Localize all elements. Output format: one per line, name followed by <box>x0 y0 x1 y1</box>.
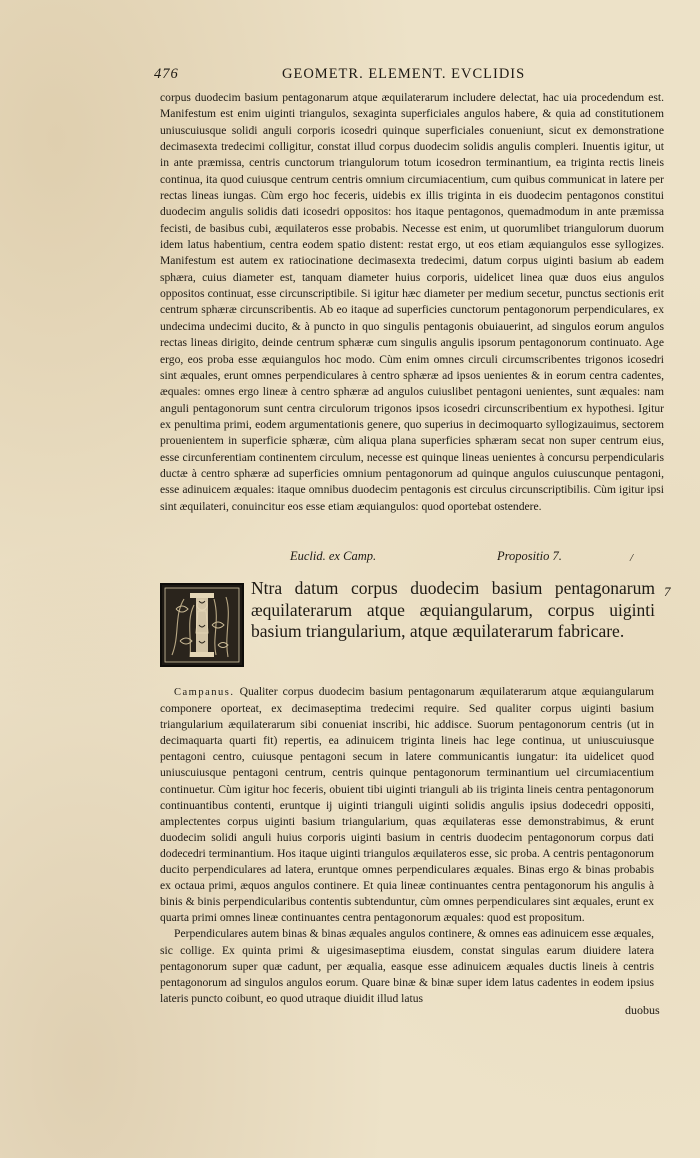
decorated-initial <box>160 583 244 667</box>
body-text-top <box>160 90 664 515</box>
page-header <box>154 66 654 86</box>
decorated-initial-image <box>162 585 242 665</box>
campanus-label: Campanus. <box>174 687 235 698</box>
proposition-statement <box>251 578 655 643</box>
campanus-text-1: Qualiter corpus duodecim basium pentagonarum æquilaterarum atque æquiangularum componere oporteat, ex decimaseptima tredecimi require. Sed qualiter corpus uiginti basium triangularium æquilaterarum sibi conueniat inscribi, hic addisce. Suorum pentagonorum centris (ut in decimaquarta quarti fit) repertis, ea adinuicem triginta lineis hac lege continua, ut uniuscuiusque pentagoni centro, cuiusque pentagoni secum in latere communicantis iungatur: ita uidelicet quod uniuscuiusque pentagoni centrum, centris quinque pentagonorum terminantium uel circumiacentium continuetur. Cùm igitur hoc feceris, obuient tibi uiginti trianguli ab iis triginta lineis centra pentagonorum continuantibus contenti, eruntque ij uiginti trianguli uiginti solidis angulis ipsius dodecedri oppositi, amplectentes corpus uiginti basium triangularium, quas æquilateras esse demonstrabimus, & erunt duodecim solidi anguli huius corporis uiginti basium in centris duodecim pentagonorum corpus dati dodecedri terminantium. Hos itaque uiginti triangulos æquilateros esse, sic proba. A centris pentagonorum ducito perpendiculares ad latera, eruntque omnes perpendiculares æquales. Binas ergo & binas probabis ex octaua primi, æquos angulos continere. Et quia lineæ continuantes centra pentagonorum his angulis à binis & binis perpendicularibus contentis subtenduntur, cùm omnes perpendiculares sint æquales, erunt ex quarta primi omnes lineæ continuantes centra pentagonorum æquales: quod est propositum. <box>160 685 654 925</box>
catchword: duobus <box>625 1003 660 1017</box>
paragraph-top: corpus duodecim basium pentagonarum atque æquilaterarum includere delectat, hac uia procedendum est. Manifestum est enim uiginti triangulos, sexaginta superficiales angulos habere, & quia ad constitutionem uniuscuiusque solidi anguli corporis icosedri quinque superficiales conueniunt, sicut ex demonstratione decimasexta tredecimi colligitur, constat illud corpus duodecim solidis angulis compleri. Inuentis igitur, ut in ante præmissa, centris cunctorum triangulorum totum icosedron terminantium, ea triginta rectis lineis continua, ita quod cuiusque centrum centris omnium circumiacentium, cum quibus communicat in latere per rectas lineas iungas. Cùm ergo hoc feceris, uidebis ex illis triginta in eis duodecim pentagonos constitui duodecim angulis solidis dati icosedri oppositos: hos itaque pentagonos, quemadmodum in ante præmissa fecisti, de basibus cubi, æquilateros esse probabis. Necesse est enim, ut quorumlibet triangulorum duorum idem latus habentium, centra eodem spatio distent: restat ergo, ut eos etiam æquiangulos esse syllogizes. Manifestum est autem ex ratiocinatione decimasexta tredecimi, datum corpus uiginti basium ab eadem sphæra, cuius diameter est, tanquam diameter huius corporis, uidelicet linea quæ duos eius angulos oppositos continuat, esse circunscriptibile. Si igitur hæc diameter per medium secetur, punctus sectionis erit centrum sphæræ circunscribentis. Ab eo itaque ad superficies cunctorum pentagonorum perpendiculares, ex undecima undecimi ducito, & à puncto in quo singulis pentagonis obuiauerint, ad singulos eorum angulos rectas lineas dirigito, deinde centrum sphæræ cum singulis angulis ipsorum pentagonorum continuato. Age ergo, eos proba esse æquiangulos hoc modo. Cùm enim omnes circuli circumscribentes trigonos icosedri sint æquales, erunt omnes perpendiculares à centro sphæræ ad ipsos uenientes & in eorum centra cadentes, æquales: omnes ergo lineæ à centro sphæræ ad angulos cuiuslibet pentagoni uenientes, sunt æquales: nam anguli pentagonorum sunt centra circulorum trigonos ipsos icosedri circunscribentium ex hypothesi. Igitur ex penultima primi, eodem argumentationis genere, quo superius in decimoquarto syllogizauimus, sectorem prouenientem in superficie sphæræ, cùm aliqua plana superficies sphæram secat non super centrum eius, esse circunferentiam continentem circulum, necesse est quinque lineas uenientes à concursu perpendicularis ductæ à centro sphæræ ad superficies omnium pentagonorum ad quinque angulos cuiuscunque pentagoni, esse adinuicem æquales: itaque omnibus duodecim pentagonis est circulus circunscriptibilis. Cùm igitur ipsi sint æquilateri, conuincitur eos esse etiam æquiangulos: quod oportebat ostendere. <box>160 91 664 513</box>
margin-number: 7 <box>664 584 671 599</box>
caption-source: Euclid. ex Camp. <box>290 549 377 563</box>
running-title: GEOMETR. ELEMENT. EVCLIDIS <box>282 66 526 82</box>
caption-mark: / <box>630 552 634 564</box>
campanus-commentary <box>160 684 654 1007</box>
caption-proposition: Propositio 7. <box>497 549 562 563</box>
campanus-paragraph-2: Perpendiculares autem binas & binas æquales angulos continere, & omnes eas adinuicem esse æquales, sic collige. Ex quinta primi & uigesimaseptima eiusdem, constat singulas earum diuidere latera pentagonorum super quæ cadunt, per æqualia, easque esse adinuicem æquales ductis lineis à centris pentagonorum ad singulos angulos eorum. Quare binæ & binæ super idem latus cadentes in eodem ipsius lateris puncto coibunt, eo quod utraque diuidit illud latus <box>160 927 654 1005</box>
campanus-paragraph-1 <box>160 684 654 926</box>
page-number: 476 <box>154 66 179 82</box>
proposition-text: Ntra datum corpus duodecim basium pentagonarum æquilaterarum atque æquiangularum, corpus uiginti basium triangularium, atque æquilaterarum fabricare. <box>251 578 655 641</box>
